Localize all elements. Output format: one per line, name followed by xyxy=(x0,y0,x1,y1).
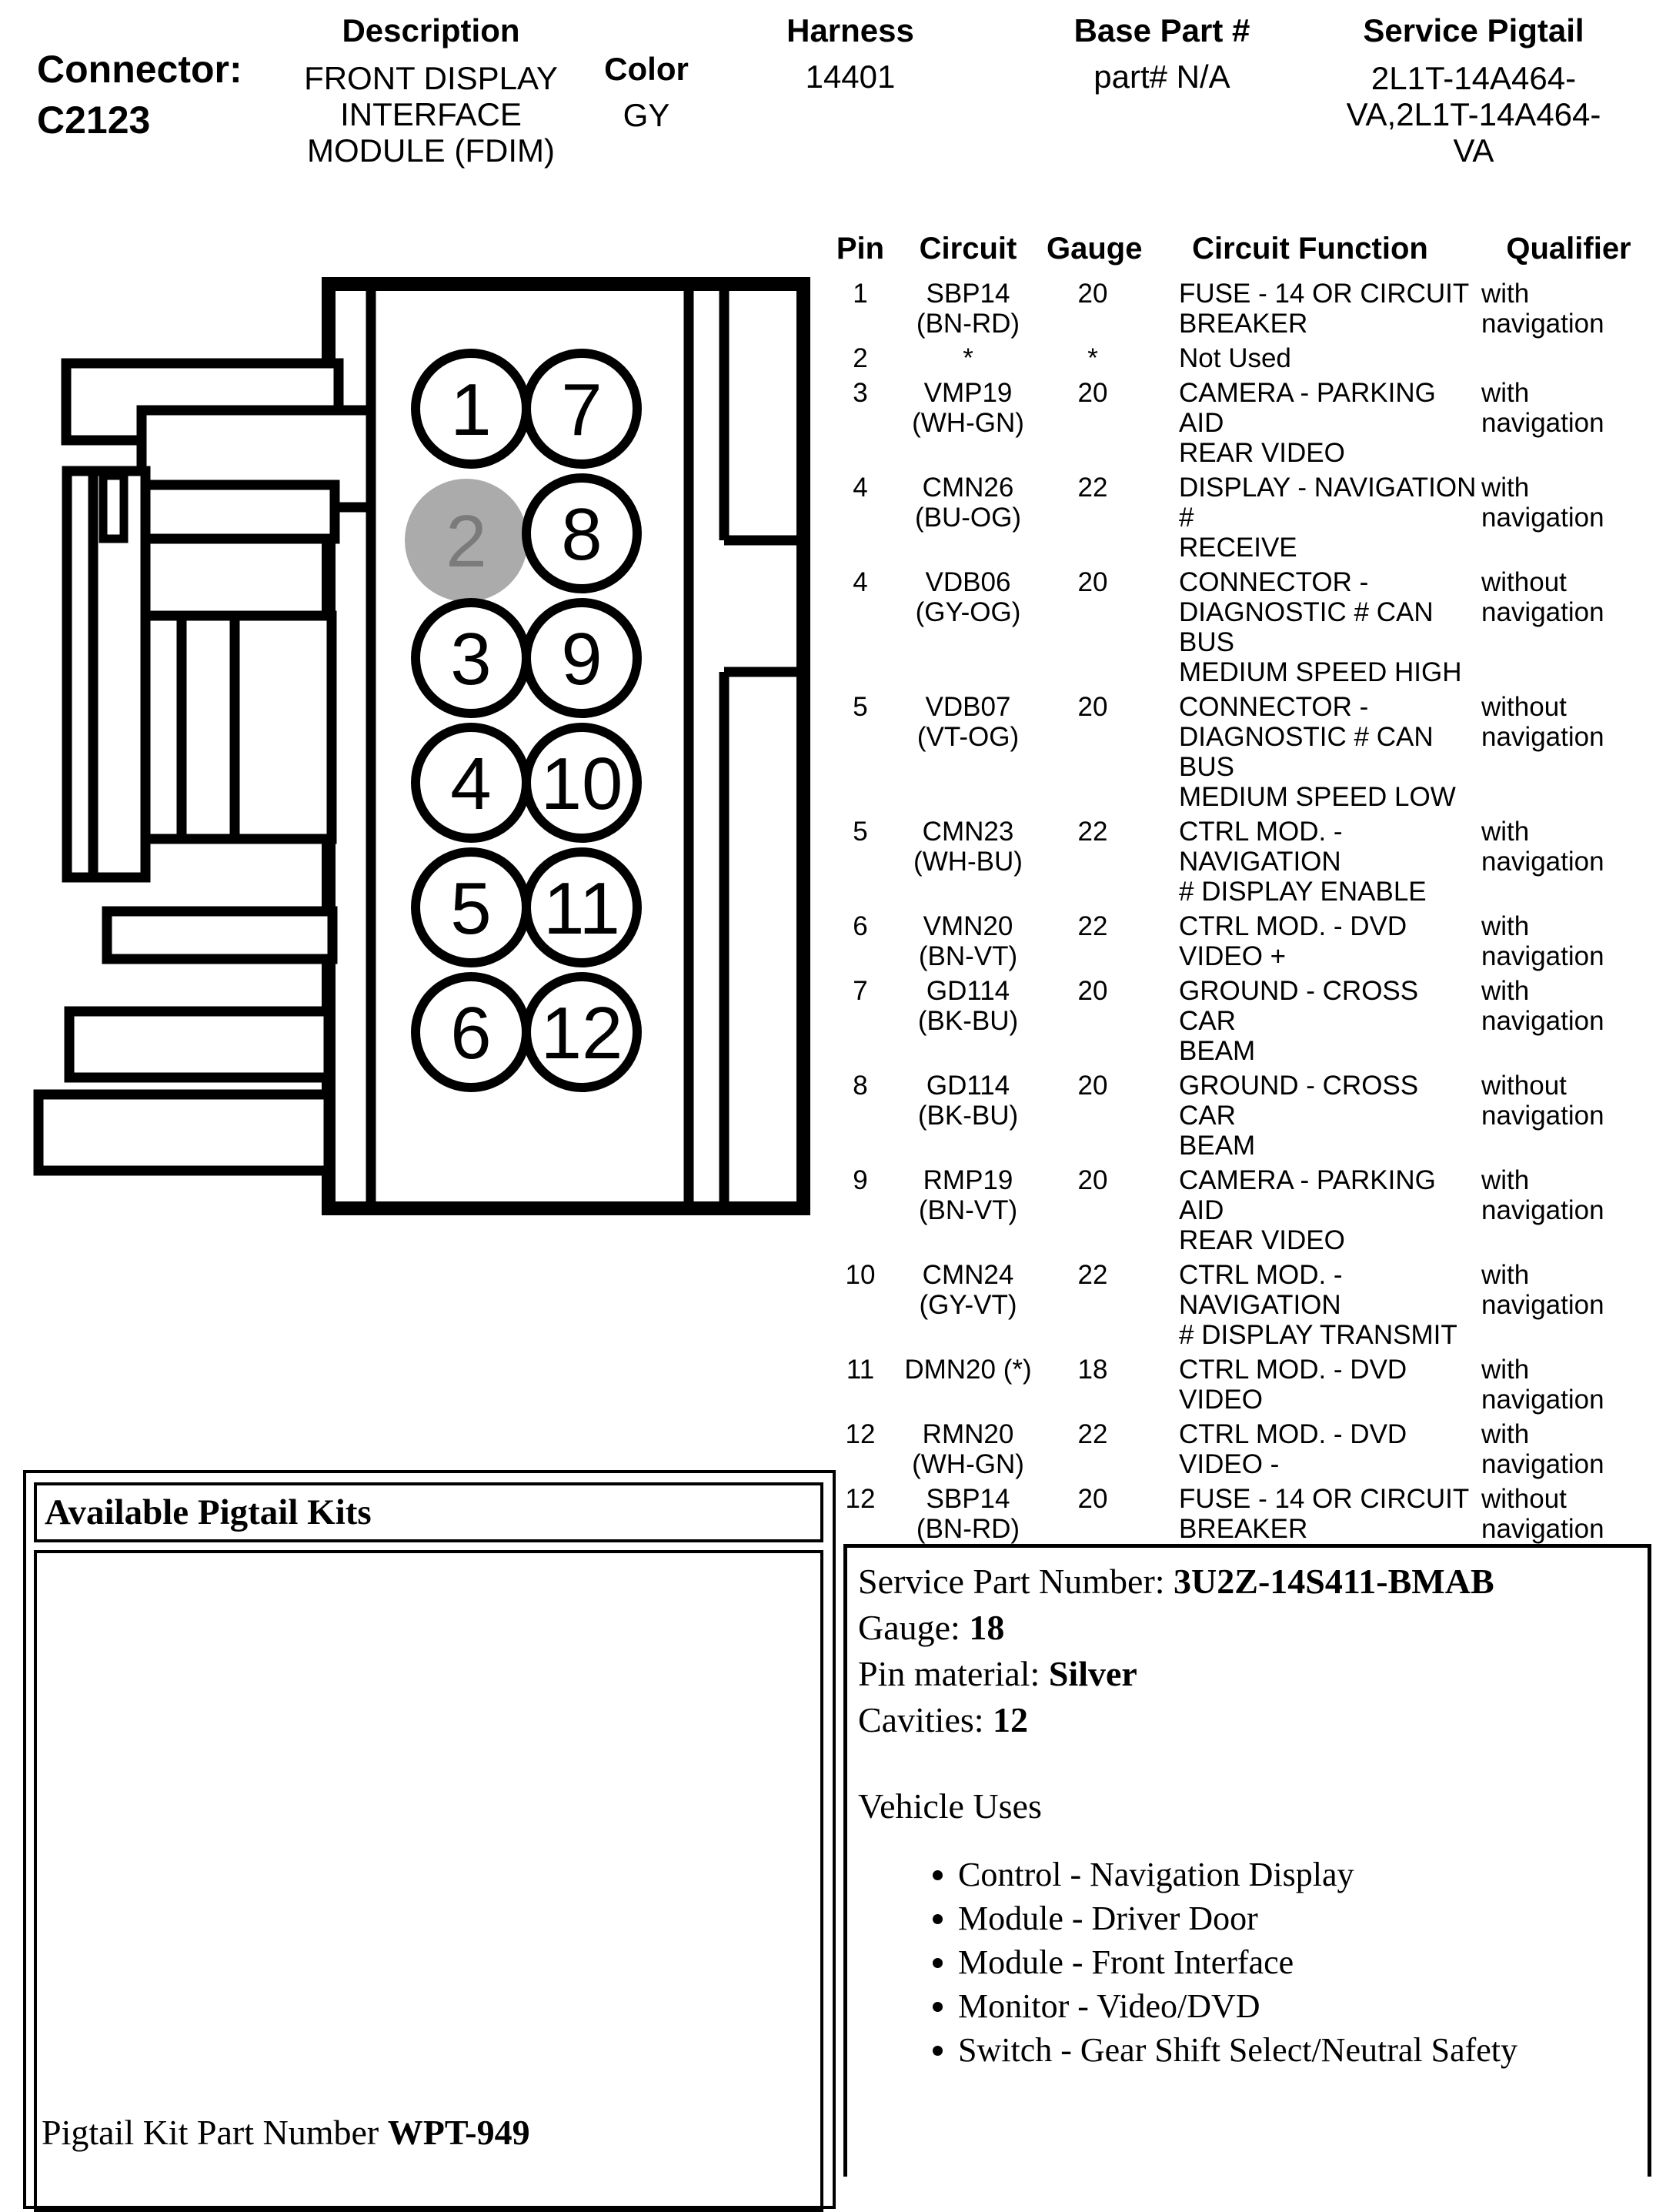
service-field-value: 3U2Z-14S411-BMAB xyxy=(1174,1562,1494,1601)
pin-table-row xyxy=(831,1165,1656,1255)
cell-pin: 5 xyxy=(853,692,868,722)
pin-table-header xyxy=(831,231,1656,266)
connector-tab xyxy=(69,1011,329,1078)
cell-gauge: 20 xyxy=(1077,976,1108,1006)
pin-number: 8 xyxy=(561,493,603,576)
pin-table-row xyxy=(831,1071,1656,1161)
field-value-line: FRONT DISPLAY xyxy=(304,60,558,96)
cell-circuit-function: CTRL MOD. - NAVIGATION # DISPLAY ENABLE xyxy=(1179,817,1427,907)
pigtail-kit-part-number: WPT-949 xyxy=(387,2113,530,2152)
vehicle-use-item: • Switch - Gear Shift Select/Neutral Safety xyxy=(958,2028,1640,2072)
connector-tab xyxy=(107,911,332,959)
col-header-qualifier: Qualifier xyxy=(1506,232,1631,266)
service-field-value: 18 xyxy=(969,1608,1005,1647)
cell-pin: 10 xyxy=(845,1260,876,1290)
cell-qualifier: with navigation xyxy=(1481,1355,1604,1415)
pin-table-row xyxy=(831,817,1656,907)
cell-pin: 7 xyxy=(853,976,868,1006)
pin-number: 11 xyxy=(543,867,620,950)
cell-circuit: RMP19 (BN-VT) xyxy=(918,1165,1018,1225)
pin-number: 6 xyxy=(450,992,492,1074)
pin-number: 2 xyxy=(446,500,487,583)
cell-gauge: 20 xyxy=(1077,279,1108,309)
col-header-gauge: Gauge xyxy=(1047,232,1143,266)
vehicle-uses-list xyxy=(958,1853,1640,2072)
cell-circuit: RMN20 (WH-GN) xyxy=(912,1419,1024,1479)
col-header-circuit-function: Circuit Function xyxy=(1192,232,1428,266)
cell-qualifier: without navigation xyxy=(1481,567,1604,627)
cell-pin: 5 xyxy=(853,817,868,847)
field-harness xyxy=(762,12,939,95)
cell-pin: 3 xyxy=(853,378,868,408)
connector-label: Connector: xyxy=(37,48,242,91)
pin-number: 4 xyxy=(450,743,492,825)
cell-circuit: VDB06 (GY-OG) xyxy=(915,567,1021,627)
cell-circuit-function: FUSE - 14 OR CIRCUIT BREAKER xyxy=(1179,1484,1470,1544)
cell-circuit: DMN20 (*) xyxy=(904,1355,1032,1385)
cell-qualifier: with navigation xyxy=(1481,279,1604,339)
cell-circuit: VDB07 (VT-OG) xyxy=(916,692,1020,752)
pin-table-row xyxy=(831,692,1656,812)
field-value-line: INTERFACE xyxy=(340,96,522,132)
service-field-label: Pin material: xyxy=(858,1654,1049,1693)
cell-gauge: 22 xyxy=(1077,911,1108,941)
pin-number: 12 xyxy=(540,992,623,1074)
field-value-line: 2L1T-14A464- xyxy=(1371,60,1577,96)
cell-circuit-function: GROUND - CROSS CAR BEAM xyxy=(1179,1071,1419,1161)
cell-pin: 4 xyxy=(853,567,868,597)
cell-gauge: 20 xyxy=(1077,567,1108,597)
cell-gauge: 22 xyxy=(1077,817,1108,847)
cell-circuit: GD114 (BK-BU) xyxy=(917,1071,1019,1131)
service-field-value: 12 xyxy=(993,1700,1029,1739)
cell-qualifier: with navigation xyxy=(1481,378,1604,438)
connector-id: C2123 xyxy=(37,99,151,142)
cell-qualifier: with navigation xyxy=(1481,817,1604,877)
cell-gauge: 20 xyxy=(1077,1071,1108,1101)
cell-circuit-function: GROUND - CROSS CAR BEAM xyxy=(1179,976,1419,1066)
pin-table-row xyxy=(831,911,1656,971)
cell-circuit-function: CTRL MOD. - DVD VIDEO + xyxy=(1179,911,1407,971)
cell-gauge: 20 xyxy=(1077,1484,1108,1514)
pin-table-row xyxy=(831,1419,1656,1479)
field-value-line: VA xyxy=(1453,132,1494,169)
pin-table-row xyxy=(831,1484,1656,1544)
cell-circuit: VMN20 (BN-VT) xyxy=(918,911,1018,971)
pin-table-row xyxy=(831,378,1656,468)
cavities-line xyxy=(858,1697,1640,1743)
pin-table-row xyxy=(831,976,1656,1066)
cell-circuit: VMP19 (WH-GN) xyxy=(912,378,1024,438)
cell-circuit-function: CONNECTOR - DIAGNOSTIC # CAN BUS MEDIUM SPEED HIGH xyxy=(1179,567,1462,687)
connector-slot xyxy=(103,476,124,539)
service-part-number-line xyxy=(858,1559,1640,1605)
field-value-line: 14401 xyxy=(805,58,896,95)
cell-qualifier xyxy=(1481,343,1656,373)
cell-pin: 4 xyxy=(853,473,868,503)
cell-circuit: SBP14 (BN-RD) xyxy=(916,279,1020,339)
pigtail-kits-title-text: Available Pigtail Kits xyxy=(45,1492,372,1532)
cell-qualifier: with navigation xyxy=(1481,1260,1604,1320)
cell-circuit: GD114 (BK-BU) xyxy=(917,976,1019,1036)
pin-number: 7 xyxy=(561,369,603,451)
cell-pin: 12 xyxy=(845,1419,876,1449)
cell-pin: 11 xyxy=(846,1355,875,1385)
connector-tab xyxy=(38,1094,329,1171)
service-info-panel xyxy=(843,1544,1651,2177)
pin-table xyxy=(831,231,1656,1549)
cell-qualifier: without navigation xyxy=(1481,692,1604,752)
vehicle-use-item: • Module - Driver Door xyxy=(958,1896,1640,1940)
cell-pin: 9 xyxy=(853,1165,868,1195)
cell-pin: 12 xyxy=(845,1484,876,1514)
col-header-circuit: Circuit xyxy=(919,232,1017,266)
field-value-line: GY xyxy=(623,97,670,133)
field-service-pigtail xyxy=(1335,12,1612,169)
field-label: Base Part # xyxy=(1073,12,1250,48)
service-field-value: Silver xyxy=(1048,1654,1137,1693)
connector-pinout-diagram xyxy=(23,277,816,1216)
pin-number: 10 xyxy=(540,743,623,825)
cell-qualifier: without navigation xyxy=(1481,1071,1604,1131)
vehicle-uses-title: Vehicle Uses xyxy=(858,1786,1042,1826)
pigtail-kit-part-label: Pigtail Kit Part Number xyxy=(42,2113,388,2152)
cell-circuit-function: CAMERA - PARKING AID REAR VIDEO xyxy=(1179,378,1436,468)
cell-qualifier: with navigation xyxy=(1481,1165,1604,1225)
pin-number: 1 xyxy=(450,369,492,451)
col-header-pin: Pin xyxy=(836,232,885,266)
gauge-line xyxy=(858,1605,1640,1651)
cell-circuit: * xyxy=(963,343,973,373)
field-color xyxy=(581,51,712,133)
field-value-line: part# N/A xyxy=(1093,58,1230,95)
cell-gauge: 20 xyxy=(1077,692,1108,722)
service-field-label: Service Part Number: xyxy=(858,1562,1174,1601)
cell-pin: 2 xyxy=(853,343,868,373)
cell-circuit-function: CTRL MOD. - DVD VIDEO - xyxy=(1179,1419,1407,1479)
vehicle-use-item: • Monitor - Video/DVD xyxy=(958,1984,1640,2028)
field-base-part xyxy=(1047,12,1277,95)
pigtail-kits-body xyxy=(34,1550,823,2212)
cell-circuit-function: Not Used xyxy=(1179,343,1291,373)
cell-qualifier: with navigation xyxy=(1481,976,1604,1036)
pin-table-row xyxy=(831,567,1656,687)
pin-table-row xyxy=(831,1260,1656,1350)
pin-table-row xyxy=(831,1355,1656,1415)
vehicle-use-item: • Module - Front Interface xyxy=(958,1940,1640,1984)
cell-gauge: 20 xyxy=(1077,1165,1108,1195)
cell-gauge: 20 xyxy=(1077,378,1108,408)
cell-qualifier: with navigation xyxy=(1481,911,1604,971)
cell-qualifier: with navigation xyxy=(1481,473,1604,533)
cell-pin: 1 xyxy=(853,279,868,309)
cell-circuit-function: CONNECTOR - DIAGNOSTIC # CAN BUS MEDIUM SPEED LOW xyxy=(1179,692,1456,812)
pin-table-row xyxy=(831,343,1656,373)
cell-circuit: CMN23 (WH-BU) xyxy=(913,817,1023,877)
cell-gauge: 18 xyxy=(1077,1355,1108,1385)
field-label: Description xyxy=(342,12,520,48)
field-label: Color xyxy=(604,51,689,87)
field-value-line: MODULE (FDIM) xyxy=(307,132,555,169)
cell-circuit: SBP14 (BN-RD) xyxy=(916,1484,1020,1544)
cell-gauge: 22 xyxy=(1077,1260,1108,1290)
field-description xyxy=(300,12,562,169)
pin-number: 5 xyxy=(450,867,492,950)
service-field-label: Gauge: xyxy=(858,1608,970,1647)
cell-circuit-function: CAMERA - PARKING AID REAR VIDEO xyxy=(1179,1165,1436,1255)
cell-qualifier: without navigation xyxy=(1481,1484,1604,1544)
field-label: Harness xyxy=(786,12,914,48)
cell-circuit-function: CTRL MOD. - NAVIGATION # DISPLAY TRANSMIT xyxy=(1179,1260,1457,1350)
cell-circuit-function: DISPLAY - NAVIGATION # RECEIVE xyxy=(1179,473,1477,563)
pin-table-row xyxy=(831,279,1656,339)
pigtail-kit-part-number-line xyxy=(42,2112,530,2153)
cell-pin: 8 xyxy=(853,1071,868,1101)
pin-number: 3 xyxy=(450,618,492,700)
cell-gauge: 22 xyxy=(1077,1419,1108,1449)
service-field-label: Cavities: xyxy=(858,1700,993,1739)
cell-circuit-function: CTRL MOD. - DVD VIDEO xyxy=(1179,1355,1407,1415)
pin-number: 9 xyxy=(561,618,603,700)
cell-pin: 6 xyxy=(853,911,868,941)
field-label: Service Pigtail xyxy=(1363,12,1584,48)
cell-gauge: * xyxy=(1087,343,1098,373)
cell-circuit-function: FUSE - 14 OR CIRCUIT BREAKER xyxy=(1179,279,1470,339)
cell-circuit: CMN26 (BU-OG) xyxy=(914,473,1022,533)
field-value-line: VA,2L1T-14A464- xyxy=(1346,96,1601,132)
cell-circuit: CMN24 (GY-VT) xyxy=(919,1260,1017,1320)
cell-gauge: 22 xyxy=(1077,473,1108,503)
cell-qualifier: with navigation xyxy=(1481,1419,1604,1479)
pin-table-row xyxy=(831,473,1656,563)
pigtail-kits-title xyxy=(34,1482,823,1542)
vehicle-use-item: • Control - Navigation Display xyxy=(958,1853,1640,1896)
pin-material-line xyxy=(858,1651,1640,1697)
